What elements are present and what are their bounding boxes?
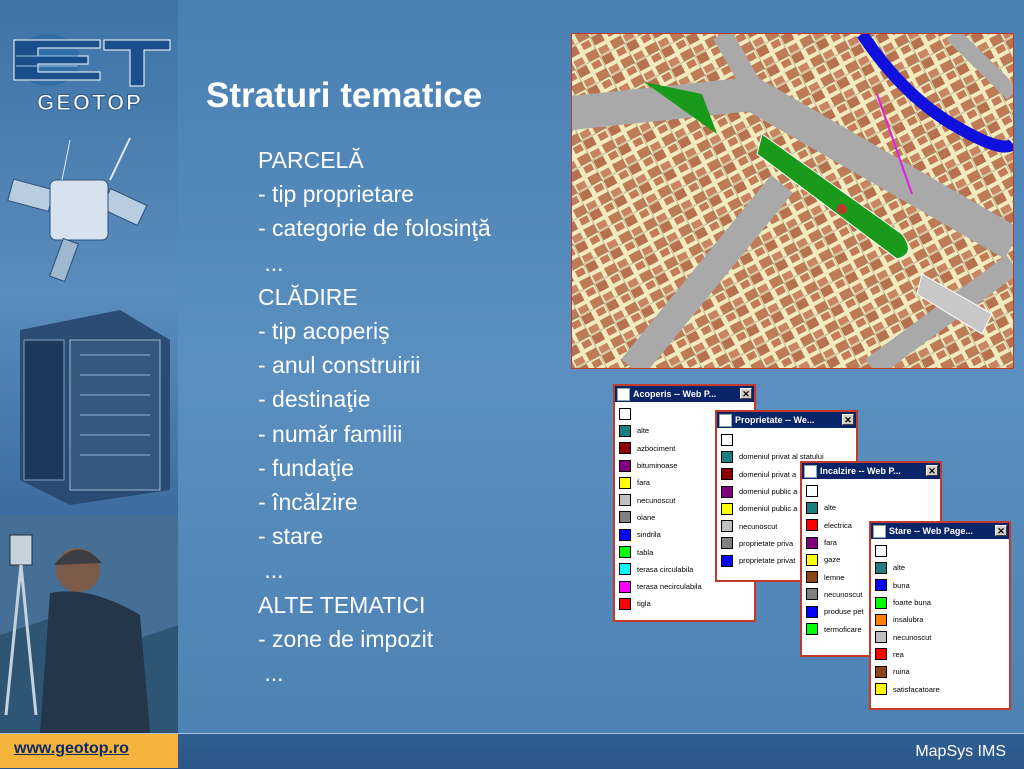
- color-swatch: [619, 529, 631, 541]
- close-icon[interactable]: ✕: [926, 465, 938, 476]
- color-swatch: [875, 648, 887, 660]
- legend-label: alte: [824, 503, 837, 513]
- slide-title: Straturi tematice: [206, 76, 483, 115]
- color-swatch: [806, 519, 818, 531]
- body-line: - categorie de folosinţă: [258, 215, 491, 242]
- color-swatch: [721, 503, 733, 515]
- window-titlebar[interactable]: [717, 412, 856, 428]
- color-swatch: [875, 683, 887, 695]
- legend-label: olane: [637, 512, 656, 522]
- legend-label: sindrila: [637, 530, 661, 540]
- color-swatch: [806, 554, 818, 566]
- logo-text: GEOTOP: [37, 90, 143, 115]
- body-line: - stare: [258, 523, 324, 550]
- legend-label: termoficare: [824, 624, 862, 634]
- color-swatch: [721, 451, 733, 463]
- legend-label: alte: [637, 426, 650, 436]
- color-swatch: [875, 545, 887, 557]
- legend-label: domeniul public a: [739, 504, 798, 514]
- legend-label: fara: [824, 538, 837, 548]
- map-drawing: [572, 34, 1013, 368]
- left-decor-panel: [0, 0, 179, 733]
- legend-label: satisfacatoare: [893, 684, 940, 694]
- legend-label: domeniul privat a: [739, 469, 797, 479]
- legend-label: domeniul privat al statului: [739, 452, 824, 462]
- legend-label: gaze: [824, 555, 841, 565]
- window-title: Incalzire -- Web P...: [820, 466, 901, 476]
- window-titlebar[interactable]: [802, 463, 940, 479]
- legend-label: foarte buna: [893, 598, 931, 608]
- body-line: - anul construirii: [258, 352, 421, 379]
- color-swatch: [875, 666, 887, 678]
- legend-label: buna: [893, 580, 910, 590]
- legend-item: [875, 611, 1005, 628]
- color-swatch: [806, 588, 818, 600]
- color-swatch: [619, 477, 631, 489]
- legend-item: [875, 594, 1005, 611]
- body-line: ...: [258, 249, 284, 276]
- legend-item: [875, 577, 1005, 594]
- body-line: - fundaţie: [258, 454, 354, 481]
- window-titlebar[interactable]: [615, 386, 754, 402]
- legend-label: alte: [893, 563, 906, 573]
- color-swatch: [721, 555, 733, 567]
- close-icon[interactable]: ✕: [740, 388, 752, 399]
- color-swatch: [806, 537, 818, 549]
- browser-icon: [719, 414, 732, 427]
- color-swatch: [806, 606, 818, 618]
- close-icon[interactable]: ✕: [995, 525, 1007, 536]
- color-swatch: [619, 442, 631, 454]
- body-line: ...: [258, 557, 284, 584]
- color-swatch: [619, 581, 631, 593]
- legend-item: [875, 628, 1005, 645]
- color-swatch: [619, 546, 631, 558]
- body-line: - zone de impozit: [258, 625, 434, 652]
- body-line: - număr familii: [258, 420, 403, 447]
- legend-item: [875, 542, 1005, 559]
- legend-item: [875, 646, 1005, 663]
- legend-label: necunoscut: [824, 589, 863, 599]
- body-line: - destinaţie: [258, 386, 371, 413]
- legend-label: fara: [637, 478, 650, 488]
- color-swatch: [806, 502, 818, 514]
- color-swatch: [875, 579, 887, 591]
- legend-label: electrica: [824, 520, 852, 530]
- window-title: Acoperis -- Web P...: [633, 389, 717, 399]
- body-line: CLĂDIRE: [258, 283, 358, 310]
- window-title: Stare -- Web Page...: [889, 526, 973, 536]
- legend-list: [871, 539, 1009, 698]
- legend-label: necunoscut: [739, 521, 778, 531]
- color-swatch: [806, 571, 818, 583]
- product-name: MapSys IMS: [915, 743, 1006, 760]
- legend-label: lemne: [824, 572, 845, 582]
- legend-item: [619, 595, 750, 612]
- body-line: ...: [258, 660, 284, 687]
- thematic-map-image: [571, 33, 1014, 369]
- legend-item: [721, 431, 852, 448]
- legend-item: [806, 499, 936, 516]
- legend-label: azbociment: [637, 443, 676, 453]
- legend-window-stare[interactable]: [869, 521, 1011, 710]
- color-swatch: [721, 434, 733, 446]
- color-swatch: [806, 623, 818, 635]
- legend-label: tabla: [637, 547, 654, 557]
- browser-icon: [617, 388, 630, 401]
- color-swatch: [875, 631, 887, 643]
- color-swatch: [619, 425, 631, 437]
- window-title: Proprietate -- We...: [735, 415, 815, 425]
- legend-label: tigla: [637, 599, 651, 609]
- body-line: - tip acoperiş: [258, 318, 390, 345]
- legend-item: [875, 663, 1005, 680]
- server-rack-icon: [0, 300, 178, 510]
- legend-label: terasa necirculabila: [637, 582, 702, 592]
- legend-label: ruina: [893, 667, 910, 677]
- website-link[interactable]: www.geotop.ro: [14, 740, 129, 757]
- close-icon[interactable]: ✕: [842, 414, 854, 425]
- legend-item: [875, 559, 1005, 576]
- color-swatch: [721, 486, 733, 498]
- body-line: - încălzire: [258, 489, 358, 516]
- color-swatch: [875, 614, 887, 626]
- color-swatch: [721, 537, 733, 549]
- color-swatch: [721, 468, 733, 480]
- legend-label: bituminoase: [637, 461, 678, 471]
- color-swatch: [806, 485, 818, 497]
- color-swatch: [619, 511, 631, 523]
- legend-item: [806, 482, 936, 499]
- legend-label: necunoscut: [893, 632, 932, 642]
- legend-item: [875, 680, 1005, 697]
- legend-label: terasa circulabila: [637, 564, 694, 574]
- color-swatch: [619, 563, 631, 575]
- legend-label: proprietate privat: [739, 556, 796, 566]
- body-line: PARCELĂ: [258, 147, 364, 173]
- surveyor-photo: [0, 515, 178, 733]
- color-swatch: [875, 562, 887, 574]
- color-swatch: [619, 494, 631, 506]
- legend-label: insalubra: [893, 615, 924, 625]
- legend-label: produse pet: [824, 607, 864, 617]
- window-titlebar[interactable]: [871, 523, 1009, 539]
- color-swatch: [619, 598, 631, 610]
- color-swatch: [875, 597, 887, 609]
- color-swatch: [721, 520, 733, 532]
- color-swatch: [619, 460, 631, 472]
- browser-icon: [804, 465, 817, 478]
- satellite-icon: [0, 130, 178, 290]
- legend-label: necunoscut: [637, 495, 676, 505]
- legend-label: domeniul public a: [739, 487, 798, 497]
- legend-label: rea: [893, 649, 904, 659]
- body-line: - tip proprietare: [258, 181, 414, 208]
- body-line: ALTE TEMATICI: [258, 591, 426, 618]
- browser-icon: [873, 525, 886, 538]
- slide-body: [258, 143, 491, 690]
- color-swatch: [619, 408, 631, 420]
- legend-label: proprietate priva: [739, 538, 794, 548]
